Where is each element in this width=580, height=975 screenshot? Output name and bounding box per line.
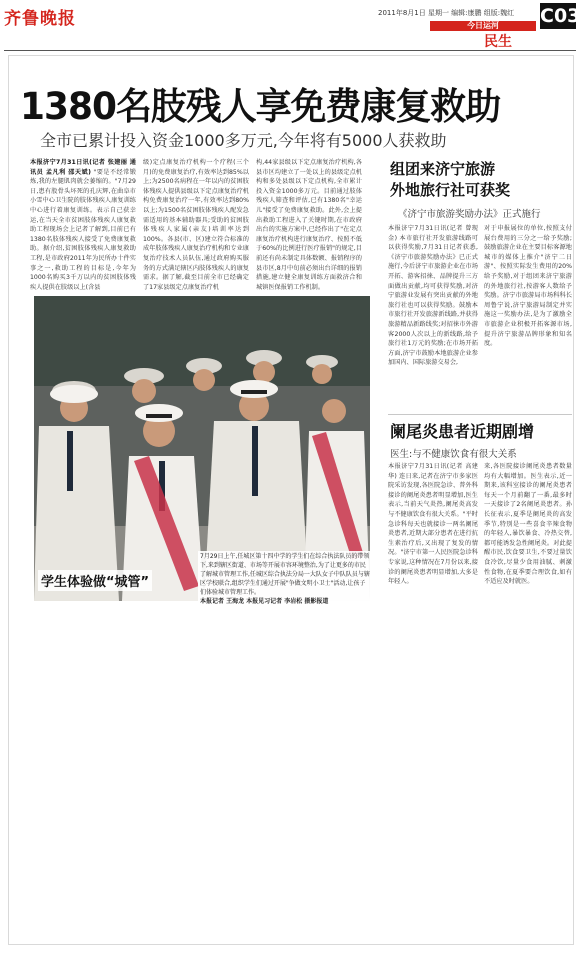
- page-number: C03: [540, 5, 580, 27]
- photo-caption-text: 7月29日上午,任城区第十四中学的学生们在综合执法队员的带领下,来到辖区街道、市场等开展市容环境整治,为了让更多的市民了解城市管理工作,任城区综合执法分局一大队女子中队队员与辖区学校联合,组织学生们通过开展"争做文明小卫士"活动,让孩子们体验城市管理工作。: [200, 553, 370, 596]
- main-headline: 1380名肢残人享免费康复救助: [20, 85, 501, 128]
- date-line: 2011年8月1日 星期一 编辑:康鹏 组版:魏红: [378, 9, 515, 17]
- photo-credit: 本报记者 王海龙 本报见习记者 李岩松 摄影报道: [200, 598, 329, 605]
- masthead: 齐鲁晚报: [4, 9, 76, 29]
- story-divider: [388, 414, 572, 415]
- section-bar: 今日运河: [430, 21, 536, 31]
- header-rule: [4, 50, 576, 51]
- main-story-col-2: 级)定点康复治疗机构一个疗程(三个月)的免费康复治疗,有效率达到85%以上;为2500名病程在一年以内的贫困肢体残疾人提供县级以下定点康复治疗机构免费康复治疗一年,有效率达到80%以上;为1500名贫困肢体残疾人配发急需适用的基本辅助器具;受助的贫困肢体残疾人家属(亲友)培训率达到100%。各县(市、区)建立符合标准的成年肢体残疾人康复治疗机构和专业康复治疗技术人员队伍,通过政府购买服务的方式满足辖区内肢体残疾人的康复需求。据了解,截至目前全市已经确定了17家县级定点康复治疗机: [143, 159, 249, 291]
- story3-col-2: 来,各医院接诊阑尾炎患者数量均有大幅增加。医生表示,近一期来,该科室接诊的阑尾炎患者每天一个月前翻了一番,最多时一天接诊了2名阑尾炎患者。孙长征表示,夏季是阑尾炎的高发季节,特别是一些喜食辛辣食物的年轻人,暴饮暴食、冷热交替,都可能诱发急性阑尾炎。对此提醒市民,饮食要卫生,不要过量饮食冷饮,尽量少食用油腻、刺激性食物,在夏季要合理饮食,如有不适应及时就医。: [484, 463, 572, 586]
- story3-subhead: 医生:与不健康饮食有很大关系: [390, 449, 517, 460]
- story2-col-1: 本报济宁7月31日讯(记者 曾现金) 本市旅行社开发旅游线路可以获得奖励,7月31日记者获悉,《济宁市旅游奖励办法》已正式施行,今后济宁市旅游企业在市场开拓、游客招徕、品牌提升三方面做出贡献,均可获得奖励,对济宁旅游业发展有突出贡献的外地旅行社也可以获得奖励。鼓励本市旅行社开发旅游新线路,并获得旅游精品新路线奖;对招徕市外游客2000人次以上的新线路,给予旅行社1万元的奖励;在市场开拓方面,济宁市鼓励本地旅游企业参加国内、国际旅游交易会,: [388, 225, 478, 367]
- photo-caption: [198, 551, 372, 607]
- main-subhead: 全市已累计投入资金1000多万元,今年将有5000人获救助: [40, 131, 447, 150]
- story3-headline: 阑尾炎患者近期剧增: [390, 422, 535, 441]
- section-title: 民生: [484, 34, 512, 50]
- main-story-col-1: [30, 158, 136, 292]
- photo-title: 学生体验做“城管”: [38, 570, 152, 591]
- main-byline: 本报济宁7月31日讯(记者 张建丽 通讯员 孟凡利 邵天斌): [30, 159, 136, 176]
- story2-headline-line1: 组团来济宁旅游: [390, 160, 496, 178]
- story3-col-1: 本报济宁7月31日讯(记者 高建华) 连日来,记者在济宁市多家医院采访发现,各医院急诊、普外科接诊的阑尾炎患者明显增加,医生表示,当前天气炎热,阑尾炎高发与不健康饮食有很大关系。"平时急诊科每天也就接诊一两名阑尾炎患者,近期大部分患者在进行抗生素治疗后,又出现了复发的情况。"济宁市第一人民医院急诊科专家说,这种情况在7月份以来,接诊的阑尾炎患者明显增加,大多是年轻人。: [388, 463, 478, 586]
- story2-col-2: 对于申报展位的单位,按照支付展台费用的三分之一给予奖励;鼓励旅游企业在主要目标客源地城市的媒体上推介"济宁二日游"、按照实际发生费用的20%给予奖励,对于组团来济宁旅游的外地旅行社,按游客人数给予奖励。济宁市旅游局市场科科长周鲁宁说,济宁旅游局制定并实施这一奖励办法,是为了激励全市旅游企业积极开拓客源市场,提升济宁旅游品牌形象和知名度。: [484, 225, 572, 348]
- main-col1-text: "要是不经常锻炼,我的左腿肌肉就会萎缩的。"7月29日,患有股骨头坏死的孔庆辉,在曲阜市小雪中心卫生院的肢体残疾人康复训练中心进行着康复训练。表示自己获幸运,在当天全市贫困肢体残疾人康复救助工程现场会上记者了解到,目前已有1380名肢体残疾人接受了免费康复救助。据介绍,贫困肢体残疾人康复救助工程,是市政府2011年为民所办十件实事之一,救助工程的目标是,今年为1000名购买3千万以内的贫困肢体残疾人提供在肢级以上(含县: [30, 168, 136, 291]
- main-story-col-3: 构,44家县级以下定点康复治疗机构,各县市区均建立了一处以上的县级定点机构和多处县级以下定点机构,全市累计投入资金1000多万元。目前通过肢体残疾人筛查和评估,已有1380名"幸运儿"接受了免费康复救助。此外,会上提出救助工程进入了关键时期,在市政府出台的实施方案中,已经作出了"在定点康复治疗机构进行康复治疗、按照不低于60%的比例进行医疗报销"的规定,目前还有尚未制定具体数额、报销程序的县市区,8月中旬前必须出台详细的报销措施,建立健全康复训练方面救济合和城镇医保报销工作机制。: [256, 159, 362, 291]
- story2-headline-line2: 外地旅行社可获奖: [390, 181, 511, 199]
- story2-subhead: 《济宁市旅游奖励办法》正式施行: [398, 209, 541, 220]
